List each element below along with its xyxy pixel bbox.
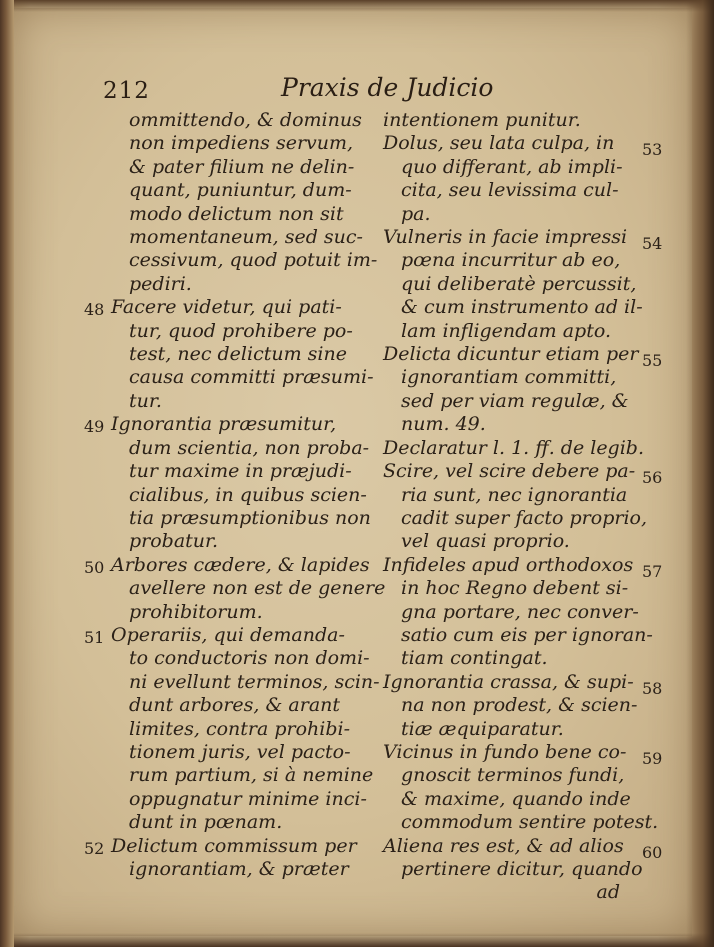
text-line: limites, contra prohibi- xyxy=(129,717,351,740)
summary-entry xyxy=(84,835,382,882)
text-line: modo delictum non sit xyxy=(129,202,344,225)
text-line: Vulneris in facie impressi xyxy=(383,226,628,249)
marginal-number: 48 xyxy=(84,300,105,320)
binding-fold xyxy=(686,0,714,947)
text-line: cessivum, quod potuit im- xyxy=(129,249,378,272)
text-line: num. 49. xyxy=(401,413,486,436)
text-line: tionem juris, vel pacto- xyxy=(129,740,351,763)
text-line: ignorantiam committi, xyxy=(401,366,617,389)
text-line: satio cum eis per ignoran- xyxy=(401,623,653,646)
text-line: commodum sentire potest. xyxy=(401,811,659,834)
marginal-number: 59 xyxy=(642,748,663,768)
text-line: tur, quod prohibere po- xyxy=(129,319,353,342)
text-line: Dolus, seu lata culpa, in xyxy=(383,132,615,155)
text-line: oppugnatur minime inci- xyxy=(129,787,367,810)
text-line: tiæ æquiparatur. xyxy=(401,717,564,740)
summary-entry xyxy=(383,226,683,343)
summary-entry xyxy=(383,835,683,882)
marginal-number: 57 xyxy=(642,561,663,581)
text-line: prohibitorum. xyxy=(129,600,263,623)
text-line: ommittendo, & dominus xyxy=(129,109,362,131)
text-line: & cum instrumento ad il- xyxy=(401,296,643,319)
text-line: in hoc Regno debent si- xyxy=(401,577,629,600)
text-line: non impediens servum, xyxy=(129,132,354,155)
text-line: ni evellunt terminos, scin- xyxy=(129,670,380,693)
continuation-block xyxy=(383,109,683,132)
text-line: & pater filium ne delin- xyxy=(129,155,355,178)
page-number: 212 xyxy=(103,78,150,104)
text-line: sed per viam regulæ, & xyxy=(401,389,629,412)
marginal-number: 52 xyxy=(84,838,105,858)
summary-entry xyxy=(84,624,382,835)
text-line: ria sunt, nec ignorantia xyxy=(401,483,628,506)
text-line: cialibus, in quibus scien- xyxy=(129,483,367,506)
text-line: Delicta dicuntur etiam per xyxy=(383,343,639,366)
page-header xyxy=(103,70,583,110)
top-edge xyxy=(14,0,714,12)
right-column xyxy=(383,109,683,905)
marginal-number: 56 xyxy=(642,468,663,488)
text-line: cita, seu levissima cul- xyxy=(401,179,619,202)
summary-entry xyxy=(84,296,382,413)
summary-entry xyxy=(383,343,683,437)
text-line: tiam contingat. xyxy=(401,647,548,670)
text-line: lam infligendam apto. xyxy=(401,319,611,342)
summary-entry xyxy=(84,413,382,553)
text-line: dunt arbores, & arant xyxy=(129,694,341,717)
text-line: gnoscit terminos fundi, xyxy=(401,764,625,787)
text-line: & maxime, quando inde xyxy=(401,787,631,810)
text-line: causa committi præsumi- xyxy=(129,366,374,389)
text-line: quant, puniuntur, dum- xyxy=(129,179,352,202)
summary-entry xyxy=(383,741,683,835)
text-line: momentaneum, sed suc- xyxy=(129,226,363,249)
text-line: avellere non est de genere xyxy=(129,577,386,600)
text-line: Delictum commissum per xyxy=(111,834,357,857)
summary-entry xyxy=(84,553,386,624)
summary-entry xyxy=(383,460,683,554)
summary-entry xyxy=(383,554,683,671)
marginal-number: 50 xyxy=(84,557,105,577)
text-line: pertinere dicitur, quando xyxy=(401,858,643,880)
catchword: ad xyxy=(596,881,620,904)
summary-entry xyxy=(383,132,683,226)
text-line: tia præsumptionibus non xyxy=(129,506,371,529)
marginal-number: 55 xyxy=(642,351,663,371)
text-line: vel quasi proprio. xyxy=(401,530,570,553)
continuation-block xyxy=(84,109,382,296)
text-line: ignorantiam, & præter xyxy=(129,858,349,880)
text-line: quo differant, ab impli- xyxy=(401,155,623,178)
text-line: test, nec delictum sine xyxy=(129,343,347,366)
text-line: qui deliberatè percussit, xyxy=(401,272,637,295)
text-line: dum scientia, non proba- xyxy=(129,436,370,459)
marginal-number: 60 xyxy=(642,842,663,862)
text-line: Ignorantia crassa, & supi- xyxy=(383,670,634,693)
running-title: Praxis de Judicio xyxy=(281,73,494,102)
text-line: Ignorantia præsumitur, xyxy=(111,413,337,436)
text-line: probatur. xyxy=(129,530,219,553)
text-line: Facere videtur, qui pati- xyxy=(111,296,342,319)
summary-entry xyxy=(383,671,683,741)
marginal-number: 49 xyxy=(84,417,105,437)
text-line: pœna incurritur ab eo, xyxy=(401,249,621,272)
text-line: cadit super facto proprio, xyxy=(401,506,647,529)
text-line: tur maxime in præjudi- xyxy=(129,460,352,483)
text-line: rum partium, si à nemine xyxy=(129,764,374,787)
text-line: dunt in pœnam. xyxy=(129,811,283,834)
text-line: na non prodest, & scien- xyxy=(401,694,638,717)
text-line: intentionem punitur. xyxy=(383,109,581,131)
text-line: Declaratur l. 1. ff. de legib. xyxy=(383,436,644,459)
text-line: Vicinus in fundo bene co- xyxy=(383,740,627,763)
text-line: Scire, vel scire debere pa- xyxy=(383,460,636,483)
text-line: Aliena res est, & ad alios xyxy=(383,834,624,857)
text-line: pa. xyxy=(401,202,431,225)
text-line: tur. xyxy=(129,389,162,412)
bottom-edge xyxy=(14,933,714,947)
marginal-number: 54 xyxy=(642,234,663,254)
text-line: Infideles apud orthodoxos xyxy=(383,553,634,576)
text-line: gna portare, nec conver- xyxy=(401,600,639,623)
marginal-number: 53 xyxy=(642,140,663,160)
marginal-number: 51 xyxy=(84,627,105,647)
text-line: Operariis, qui demanda- xyxy=(111,623,345,646)
summary-entry xyxy=(383,437,683,460)
text-line: Arbores cædere, & lapides xyxy=(111,553,370,576)
marginal-number: 58 xyxy=(642,678,663,698)
text-line: pediri. xyxy=(129,272,192,295)
text-line: to conductoris non domi- xyxy=(129,647,370,670)
left-column xyxy=(84,109,386,881)
